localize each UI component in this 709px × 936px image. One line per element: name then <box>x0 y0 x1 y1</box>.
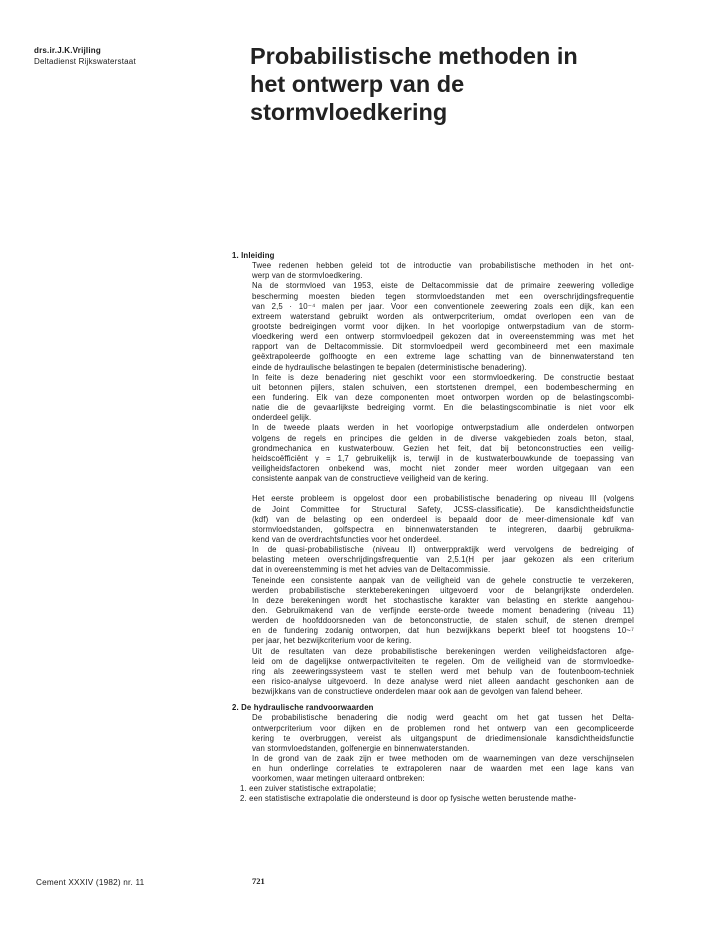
text-line: volgens de regels en principes die gelden in de diverse vakgebieden zoals beton, staal, <box>252 433 634 443</box>
text-line: In de grond van de zaak zijn er twee methoden om de waarnemingen van deze verschijnselen <box>252 753 634 763</box>
text-line: (kdf) van de belasting op een onderdeel is bepaald door de meer-dimensionale kdf van <box>252 514 634 524</box>
text-line: den. Gebruikmakend van de verfijnde eerste-orde tweede moment benadering (niveau 11) <box>252 605 634 615</box>
text-line: dat in overeenstemming is met het advies van de Deltacommissie. <box>252 565 491 575</box>
text-line: kering te overbruggen, vereist als uitgangspunt de driedimensionale kansdichtheidsfunctie <box>252 733 634 743</box>
text-line: geëxtrapoleerde golfhoogte en een extreme lage schatting van de binnenwaterstand ten <box>252 352 634 362</box>
text-line: grootste bedreigingen vormt voor dijken. In het voorlopige ontwerpstadium van de storm- <box>252 322 634 331</box>
text-line: werden de hoofddoorsneden van de betonconstructie, de stalen schuif, de stenen drempel <box>252 616 634 626</box>
text-line: stormvloedstanden, golfspectra en binnenwaterstanden te integreren, daarbij gebruikma- <box>252 524 634 534</box>
text-line: belasting meteen overschrijdingsfrequentie van 2,5.1(H per jaar gekozen als een criterium <box>252 555 634 565</box>
text-line: een risico-analyse uitgevoerd. In deze analyse werd niet alleen aandacht geschonken aan de <box>252 676 634 686</box>
text-line: In feite is deze benadering niet geschikt voor een stormvloedkering. De constructie bestaat <box>252 372 634 382</box>
section-heading-inleiding: 1. Inleiding <box>232 251 275 260</box>
text-line: vloedkering werd een ontwerp stormvloedpeil gekozen dat in overeenstemming was met het <box>252 332 634 342</box>
text-line: en hun onderlinge correlaties te extrapoleren naar de waarden met een lage kans van <box>252 764 634 774</box>
section-1-paragraph-1 <box>232 261 634 484</box>
page-number: 721 <box>252 876 265 886</box>
text-line: een fundering. Elk van deze componenten moet ontworpen worden op de belastingscombi- <box>252 392 634 402</box>
text-line: grondmechanica en kustwaterbouw. Gezien het feit, dat bij betonconstructies een veilig- <box>252 443 634 453</box>
text-line: Twee redenen hebben geleid tot de introductie van probabilistische methoden in het ont- <box>252 261 634 271</box>
text-line: bezwijkkans van de constructieve onderdelen maar ook aan de gevolgen van falend beheer. <box>252 687 583 697</box>
text-line: In de quasi-probabilistische (niveau II) ontwerppraktijk werd vervolgens de bedreiging of <box>252 545 634 555</box>
text-line: De probabilistische benadering die nodig werd geacht om het gat tussen het Delta- <box>252 713 634 723</box>
text-line: consistente aanpak van de constructieve veiligheid van de kering. <box>252 474 489 484</box>
text-line: werp van de stormvloedkering. <box>252 271 363 281</box>
journal-footer: Cement XXXIV (1982) nr. 11 <box>36 878 145 887</box>
text-line: Het eerste probleem is opgelost door een probabilistische benadering op niveau III (volgens <box>252 494 634 504</box>
section-2-list <box>232 784 634 804</box>
text-line: ontwerpcriterium voor dijken en de problemen rond het ontwerp van een gecompliceerde <box>252 723 634 733</box>
text-line: de Joint Committee for Structural Safety, JCSS-classificatie). De kansdichtheidsfunctie <box>252 504 634 514</box>
text-line: heidscoëfficiënt γ = 1,7 gebruikelijk is, terwijl in de kustwaterbouwkunde de toepassing van <box>252 453 634 463</box>
text-line: Teneinde een consistente aanpak van de veiligheid van de gehele constructie te verzekeren, <box>252 575 634 585</box>
text-line: einde de hydraulische belastingen te bepalen (deterministische benadering). <box>252 362 527 372</box>
text-line: en de fundering zodanig ontworpen, dat hun bezwijkkans beperkt bleef tot hoogstens 10~⁷ <box>252 626 634 636</box>
text-line: ring als zeeweringssysteem vast te stellen werd met behulp van de foutenboom-techniek <box>252 666 634 676</box>
article-body <box>232 251 634 805</box>
text-line: uit betonnen pijlers, stalen schuiven, een stortstenen drempel, een bodembescherming en <box>252 382 634 392</box>
text-line: bescherming moesten bieden tegen stormvloedstanden met een overschrijdingsfrequentie <box>252 291 634 301</box>
list-item: 1. een zuiver statistische extrapolatie; <box>240 784 377 794</box>
text-line: onderdeel gelijk. <box>252 413 312 423</box>
author-affiliation: Deltadienst Rijkswaterstaat <box>34 57 136 66</box>
text-line: In deze berekeningen wordt het stochastische karakter van belasting en sterkte aangehou- <box>252 595 634 605</box>
text-line: Na de stormvloed van 1953, eiste de Deltacommissie dat de primaire zeewering volledige <box>252 281 634 291</box>
text-line: van stormvloedstanden, golfenergie en binnenwaterstanden. <box>252 743 470 753</box>
title-line: het ontwerp van de <box>250 71 465 97</box>
author-name: drs.ir.J.K.Vrijling <box>34 46 101 55</box>
section-heading-hydraulische-randvoorwaarden: 2. De hydraulische randvoorwaarden <box>232 703 374 713</box>
text-line: per jaar, het bezwijkcriterium voor de kering. <box>252 636 412 646</box>
text-line: kend van de overdrachtsfuncties voor het onderdeel. <box>252 534 442 544</box>
text-line: van 2,5 · 10⁻⁴ malen per jaar. Voor een conventionele zeewering zoals een dijk, kan een <box>252 301 634 311</box>
article-title <box>250 42 670 126</box>
text-line: voorkomen, waar metingen uiteraard ontbreken: <box>252 774 425 784</box>
text-line: rapport van de Deltacommissie. Dit stormvloedpeil werd gecombineerd met een maximale <box>252 342 634 352</box>
text-line: In de tweede plaats werden in het voorlopige ontwerpstadium alle onderdelen ontworpen <box>252 423 634 433</box>
section-1-paragraph-2 <box>232 494 634 697</box>
list-item: 2. een statistische extrapolatie die ondersteund is door op fysische wetten berustende mathe- <box>240 794 577 804</box>
text-line: veiligheidsfactoren onbekend was, mocht niet zonder meer worden uitgegaan van een <box>252 463 634 473</box>
title-line: stormvloedkering <box>250 99 448 125</box>
text-line: Uit de resultaten van deze probabilistische berekeningen werden veiligheidsfactoren afge- <box>252 646 634 656</box>
text-line: leid om de dagelijkse ontwerpactiviteiten te regelen. Om de veiligheid van de stormvloedke- <box>252 656 634 666</box>
text-line: werden probabilistische sterkteberekeningen uitgevoerd voor de belangrijkste onderdelen. <box>252 585 634 595</box>
title-line: Probabilistische methoden in <box>250 43 578 69</box>
text-line: natie die de gevaarlijkste bedreiging vormt. En die belastingscombinatie is niet voor elk <box>252 403 634 413</box>
section-2-paragraph-1 <box>232 713 634 784</box>
text-line: extreem waterstand gebruikt worden als ontwerpcriterium, omdat overlopen een van de <box>252 311 634 321</box>
